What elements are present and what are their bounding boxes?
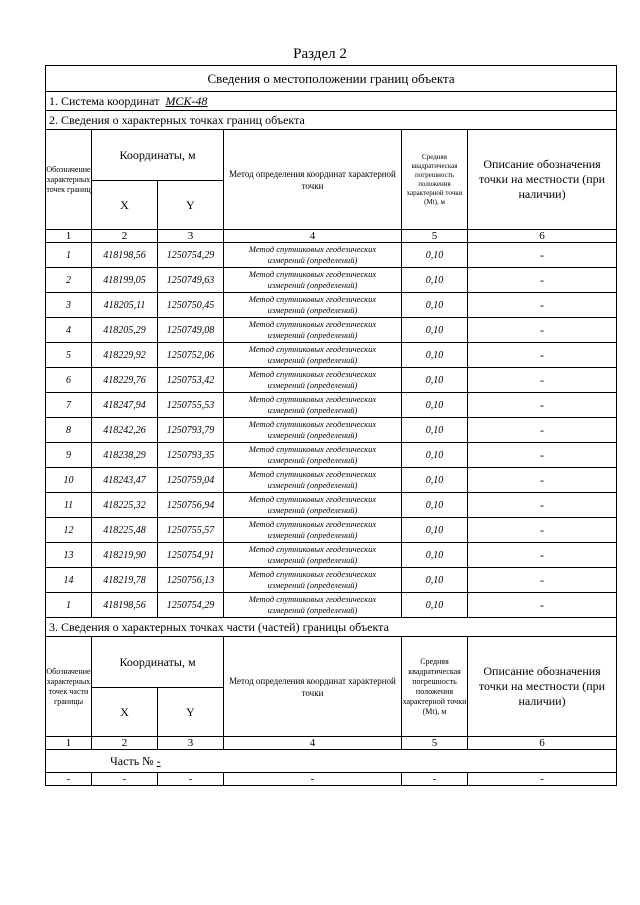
header-error: Средняя квадратическая погрешность положения характерной точки (Mt), м (402, 637, 468, 737)
coord-x: 418242,26 (92, 418, 158, 443)
table-row (46, 518, 617, 543)
col-num: 5 (402, 230, 468, 243)
coord-y: 1250756,94 (158, 493, 224, 518)
point-number: 6 (46, 368, 92, 393)
coord-x: 418247,94 (92, 393, 158, 418)
method-line-1: Метод спутниковых геодезических (248, 319, 377, 329)
method-line-2: измерений (определений) (267, 455, 358, 465)
method-line-1: Метод спутниковых геодезических (248, 544, 377, 554)
coord-y: 1250749,63 (158, 268, 224, 293)
method-line-2: измерений (определений) (267, 280, 358, 290)
method-line-2: измерений (определений) (267, 305, 358, 315)
method (224, 393, 402, 418)
col-num: 5 (402, 737, 468, 750)
header-x: X (92, 181, 158, 230)
error: 0,10 (402, 468, 468, 493)
coord-x: 418199,05 (92, 268, 158, 293)
coord-x: 418219,78 (92, 568, 158, 593)
point-number: 12 (46, 518, 92, 543)
empty-cell: - (224, 773, 402, 786)
part-empty-row (46, 773, 617, 786)
method-line-1: Метод спутниковых геодезических (248, 244, 377, 254)
table-row (46, 318, 617, 343)
method-line-2: измерений (определений) (267, 380, 358, 390)
point-number: 7 (46, 393, 92, 418)
table-row (46, 368, 617, 393)
method (224, 368, 402, 393)
point-number: 3 (46, 293, 92, 318)
coord-y: 1250754,29 (158, 593, 224, 618)
table-row (46, 443, 617, 468)
description: - (468, 493, 617, 518)
method-line-1: Метод спутниковых геодезических (248, 519, 377, 529)
description: - (468, 293, 617, 318)
coord-x: 418198,56 (92, 243, 158, 268)
method-line-2: измерений (определений) (267, 480, 358, 490)
method-line-2: измерений (определений) (267, 405, 358, 415)
description: - (468, 418, 617, 443)
error: 0,10 (402, 593, 468, 618)
header-y: Y (158, 181, 224, 230)
col-num: 3 (158, 230, 224, 243)
method (224, 443, 402, 468)
method-line-1: Метод спутниковых геодезических (248, 494, 377, 504)
coordinate-system-value: МСК-48 (165, 93, 208, 108)
error: 0,10 (402, 293, 468, 318)
coord-y: 1250793,79 (158, 418, 224, 443)
table-row (46, 493, 617, 518)
table-row (46, 393, 617, 418)
description: - (468, 243, 617, 268)
method-line-2: измерений (определений) (267, 555, 358, 565)
coord-x: 418205,29 (92, 318, 158, 343)
coord-y: 1250752,06 (158, 343, 224, 368)
point-number: 14 (46, 568, 92, 593)
coord-y: 1250750,45 (158, 293, 224, 318)
point-number: 11 (46, 493, 92, 518)
table-row (46, 568, 617, 593)
method (224, 318, 402, 343)
coord-x: 418219,90 (92, 543, 158, 568)
method-line-2: измерений (определений) (267, 330, 358, 340)
col-num: 3 (158, 737, 224, 750)
coord-x: 418229,76 (92, 368, 158, 393)
method (224, 243, 402, 268)
error: 0,10 (402, 568, 468, 593)
error: 0,10 (402, 393, 468, 418)
part-row (46, 750, 617, 773)
method (224, 293, 402, 318)
header-method: Метод определения координат характерной точки (224, 130, 402, 230)
description: - (468, 393, 617, 418)
method-line-2: измерений (определений) (267, 580, 358, 590)
table-row (46, 468, 617, 493)
method-line-1: Метод спутниковых геодезических (248, 344, 377, 354)
coord-y: 1250793,35 (158, 443, 224, 468)
error: 0,10 (402, 443, 468, 468)
error: 0,10 (402, 368, 468, 393)
table-row (46, 268, 617, 293)
method (224, 268, 402, 293)
description: - (468, 593, 617, 618)
error: 0,10 (402, 518, 468, 543)
header-coordinates: Координаты, м (92, 637, 224, 688)
section3-heading: 3. Сведения о характерных точках части (частей) границы объекта (46, 618, 617, 637)
header-description: Описание обозначения точки на местности (при наличии) (468, 637, 617, 737)
table-row (46, 343, 617, 368)
col-num: 6 (468, 737, 617, 750)
point-number: 13 (46, 543, 92, 568)
header-y: Y (158, 688, 224, 737)
description: - (468, 518, 617, 543)
point-number: 5 (46, 343, 92, 368)
method (224, 568, 402, 593)
col-num: 4 (224, 230, 402, 243)
table-title: Сведения о местоположении границ объекта (46, 66, 617, 92)
part-value: - (156, 753, 161, 768)
error: 0,10 (402, 243, 468, 268)
method-line-1: Метод спутниковых геодезических (248, 469, 377, 479)
description: - (468, 368, 617, 393)
method (224, 493, 402, 518)
column-number-row (46, 737, 617, 750)
error: 0,10 (402, 318, 468, 343)
header-x: X (92, 688, 158, 737)
table-row (46, 418, 617, 443)
point-number: 10 (46, 468, 92, 493)
coordinate-system-row (46, 92, 617, 111)
method-line-1: Метод спутниковых геодезических (248, 369, 377, 379)
coord-y: 1250756,13 (158, 568, 224, 593)
table-row (46, 593, 617, 618)
method-line-2: измерений (определений) (267, 355, 358, 365)
method-line-2: измерений (определений) (267, 255, 358, 265)
col-num: 4 (224, 737, 402, 750)
coord-y: 1250755,57 (158, 518, 224, 543)
description: - (468, 543, 617, 568)
method-line-2: измерений (определений) (267, 530, 358, 540)
section2-heading: 2. Сведения о характерных точках границ объекта (46, 111, 617, 130)
method-line-1: Метод спутниковых геодезических (248, 569, 377, 579)
table-row (46, 293, 617, 318)
coord-x: 418198,56 (92, 593, 158, 618)
col-num: 2 (92, 230, 158, 243)
method-line-1: Метод спутниковых геодезических (248, 419, 377, 429)
method (224, 518, 402, 543)
error: 0,10 (402, 343, 468, 368)
method-line-1: Метод спутниковых геодезических (248, 394, 377, 404)
point-number: 1 (46, 593, 92, 618)
coord-y: 1250753,42 (158, 368, 224, 393)
description: - (468, 318, 617, 343)
error: 0,10 (402, 268, 468, 293)
header-description: Описание обозначения точки на местности (при наличии) (468, 130, 617, 230)
coord-x: 418205,11 (92, 293, 158, 318)
header-designation: Обозначение характерных точек части границы (46, 637, 92, 737)
empty-cell: - (402, 773, 468, 786)
point-number: 8 (46, 418, 92, 443)
coord-x: 418229,92 (92, 343, 158, 368)
method-line-2: измерений (определений) (267, 430, 358, 440)
description: - (468, 268, 617, 293)
method (224, 418, 402, 443)
header-method: Метод определения координат характерной точки (224, 637, 402, 737)
boundary-table (45, 65, 617, 786)
coord-y: 1250754,91 (158, 543, 224, 568)
method-line-1: Метод спутниковых геодезических (248, 444, 377, 454)
coord-y: 1250755,53 (158, 393, 224, 418)
col-num: 2 (92, 737, 158, 750)
method (224, 543, 402, 568)
method (224, 468, 402, 493)
description: - (468, 343, 617, 368)
point-number: 1 (46, 243, 92, 268)
coord-x: 418238,29 (92, 443, 158, 468)
coord-y: 1250759,04 (158, 468, 224, 493)
col-num: 1 (46, 737, 92, 750)
coord-x: 418243,47 (92, 468, 158, 493)
header-error: Средняя квадратическая погрешность положения характерной точки (Mt), м (402, 130, 468, 230)
col-num: 6 (468, 230, 617, 243)
description: - (468, 443, 617, 468)
page-title: Раздел 2 (293, 46, 347, 62)
error: 0,10 (402, 543, 468, 568)
description: - (468, 568, 617, 593)
coord-x: 418225,48 (92, 518, 158, 543)
empty-cell: - (468, 773, 617, 786)
header-designation: Обозначение характерных точек границ (46, 130, 92, 230)
error: 0,10 (402, 493, 468, 518)
method-line-1: Метод спутниковых геодезических (248, 594, 377, 604)
error: 0,10 (402, 418, 468, 443)
table-row (46, 543, 617, 568)
col-num: 1 (46, 230, 92, 243)
point-number: 2 (46, 268, 92, 293)
method-line-2: измерений (определений) (267, 605, 358, 615)
method (224, 593, 402, 618)
header-coordinates: Координаты, м (92, 130, 224, 181)
point-number: 4 (46, 318, 92, 343)
coord-x: 418225,32 (92, 493, 158, 518)
part-label: Часть № (110, 753, 154, 768)
coord-y: 1250749,08 (158, 318, 224, 343)
method-line-2: измерений (определений) (267, 505, 358, 515)
empty-cell: - (92, 773, 158, 786)
method-line-1: Метод спутниковых геодезических (248, 294, 377, 304)
method-line-1: Метод спутниковых геодезических (248, 269, 377, 279)
table-row (46, 243, 617, 268)
column-number-row (46, 230, 617, 243)
point-number: 9 (46, 443, 92, 468)
method (224, 343, 402, 368)
description: - (468, 468, 617, 493)
coordinate-system-label: 1. Система координат (49, 93, 160, 108)
empty-cell: - (46, 773, 92, 786)
empty-cell: - (158, 773, 224, 786)
coord-y: 1250754,29 (158, 243, 224, 268)
